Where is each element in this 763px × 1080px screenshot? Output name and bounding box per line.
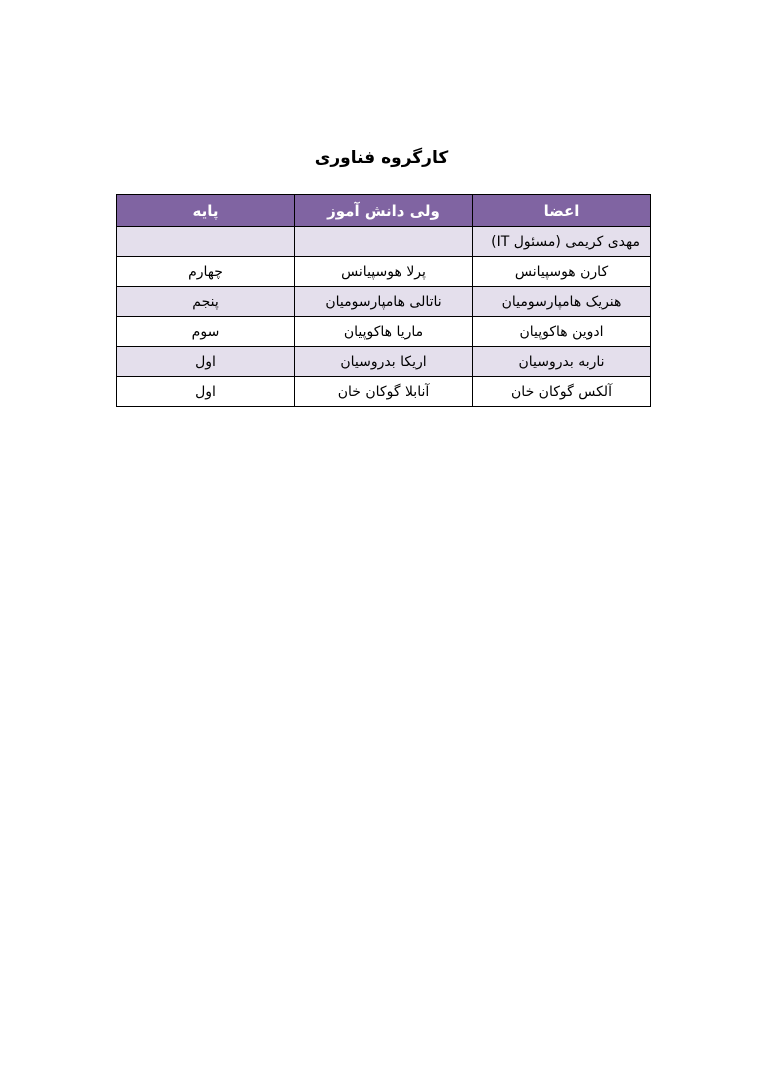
- grade-cell: اول: [117, 377, 295, 407]
- header-grade: پایه: [117, 195, 295, 227]
- table-row: [117, 377, 651, 407]
- table-row: [117, 257, 651, 287]
- member-cell: ادوین هاکوپیان: [473, 317, 651, 347]
- member-cell: آلکس گوکان خان: [473, 377, 651, 407]
- grade-cell: [117, 227, 295, 257]
- grade-cell: سوم: [117, 317, 295, 347]
- parent-cell: اریکا بدروسیان: [295, 347, 473, 377]
- parent-cell: [295, 227, 473, 257]
- member-cell: هنریک هامپارسومیان: [473, 287, 651, 317]
- member-cell: کارن هوسپیانس: [473, 257, 651, 287]
- table-row: [117, 287, 651, 317]
- parent-cell: پرلا هوسپیانس: [295, 257, 473, 287]
- table-header-row: [117, 195, 651, 227]
- table-row: [117, 227, 651, 257]
- header-members: اعضا: [473, 195, 651, 227]
- header-parent: ولی دانش آموز: [295, 195, 473, 227]
- grade-cell: پنجم: [117, 287, 295, 317]
- parent-cell: آنابلا گوکان خان: [295, 377, 473, 407]
- parent-cell: ماریا هاکوپیان: [295, 317, 473, 347]
- table-row: [117, 347, 651, 377]
- grade-cell: چهارم: [117, 257, 295, 287]
- member-cell: ناربه بدروسیان: [473, 347, 651, 377]
- member-cell: مهدی کریمی (مسئول IT): [473, 227, 651, 257]
- page-title: کارگروه فناوری: [314, 148, 449, 168]
- members-table: [116, 194, 651, 407]
- table-row: [117, 317, 651, 347]
- grade-cell: اول: [117, 347, 295, 377]
- parent-cell: ناتالی هامپارسومیان: [295, 287, 473, 317]
